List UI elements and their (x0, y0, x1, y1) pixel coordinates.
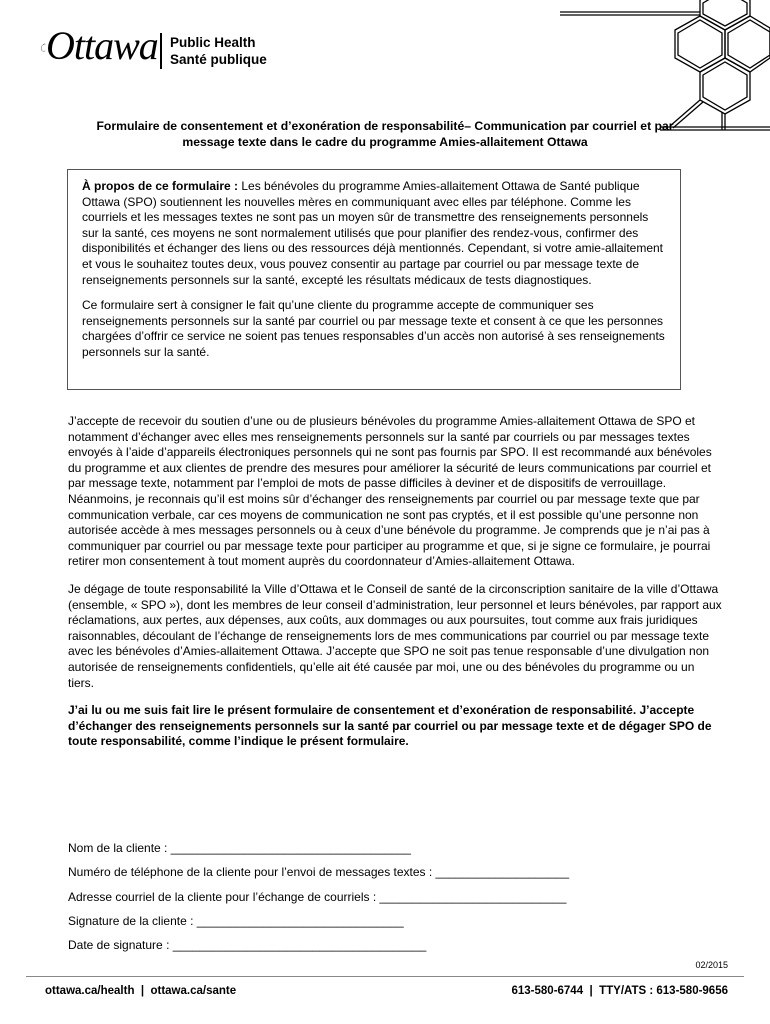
department-name-en: Public Health (170, 35, 256, 50)
ottawa-logo-wordmark: Ottawa (46, 23, 158, 68)
revision-date: 02/2015 (695, 960, 728, 970)
consent-body (68, 414, 722, 762)
client-phone-field[interactable]: Numéro de téléphone de la cliente pour l’envoi de messages textes : ____________________ (68, 865, 570, 880)
footer-phone: 613-580-6744 | TTY/ATS : 613-580-9656 (511, 985, 728, 997)
consent-paragraph: J’accepte de recevoir du soutien d’une ou de plusieurs bénévoles du programme Amies-allaitement Ottawa de SPO et notamment d’échanger avec elles mes renseignements personnels sur la santé par courriels ou par messages textes envoyés à l’aide d’appareils électroniques personnels qui ne sont pas fournis par SPO. Il est recommandé aux bénévoles du programme et aux clientes de prendre des mesures pour améliorer la sécurité de leurs communications par courriel et par message texte, notamment par l’emploi de mots de passe difficiles à deviner et de dispositifs de verrouillage. Néanmoins, je reconnais qu’il est moins sûr d’échanger des renseignements par courriel ou par message texte que par communication verbale, car ces moyens de communication ne sont pas cryptés, et il est possible qu’une personne non autorisée accède à mes messages personnels ou à ceux d’une bénévole du programme. Je comprends que je n’ai pas à communiquer par courriel ou par message texte pour participer au programme et que, si je signe ce formulaire, je pourrai retirer mon consentement à tout moment auprès du coordonnateur d’Amies-allaitement Ottawa. (68, 414, 712, 569)
form-title-line1: Formulaire de consentement et d’exonération de responsabilité– Communication par courriel et par (96, 119, 674, 133)
footer-websites: ottawa.ca/health | ottawa.ca/sante (45, 985, 237, 997)
department-name-fr: Santé publique (170, 52, 267, 67)
about-paragraph-1 (82, 179, 666, 288)
about-form-box (67, 169, 681, 390)
form-title-line2: message texte dans le cadre du programme Amies-allaitement Ottawa (182, 135, 588, 149)
form-title (40, 118, 730, 150)
client-name-field[interactable]: Nom de la cliente : ____________________________________ (68, 841, 411, 855)
client-fields (68, 840, 722, 961)
about-text-1: Les bénévoles du programme Amies-allaitement Ottawa de Santé publique Ottawa (SPO) soutiennent les nouvelles mères en communiquant avec elles par téléphone. Comme les courriels et les messages textes ne sont pas un moyen sûr de transmettre des renseignements personnels sur la santé, ces moyens ne sont normalement utilisés que pour planifier des rendez-vous, confirmer des disponibilités et échanger des liens ou des ressources déjà mentionnés. Cependant, si votre amie-allaitement et vous le souhaitez toutes deux, vous pouvez consentir au partage par courriel ou par message texte de renseignements personnels sur la santé, excepté les résultats médicaux de tests diagnostiques. (82, 179, 663, 287)
about-paragraph-2: Ce formulaire sert à consigner le fait qu’une cliente du programme accepte de communiquer ses renseignements personnels sur la santé par courriel ou par message texte et consent à ce que les personnes chargées d’offrir ce service ne soient pas tenues responsables d’un accès non autorisé à ses renseignements personnels sur la santé. (82, 298, 665, 359)
client-email-field[interactable]: Adresse courriel de la cliente pour l’échange de courriels : ____________________________ (68, 889, 567, 904)
footer-divider (26, 976, 744, 977)
logo-divider (160, 33, 162, 69)
about-heading: À propos de ce formulaire : (82, 179, 239, 193)
client-signature-field[interactable]: Signature de la cliente : _______________________________ (68, 913, 404, 928)
signature-date-field[interactable]: Date de signature : ______________________________________ (68, 938, 427, 953)
page-header (0, 0, 770, 115)
release-paragraph: Je dégage de toute responsabilité la Ville d’Ottawa et le Conseil de santé de la circonscription sanitaire de la ville d’Ottawa (ensemble, « SPO »), dont les membres de leur conseil d’administration, leur personnel et leurs bénévoles, par rapport aux réclamations, aux pertes, aux dépenses, aux coûts, aux dommages ou aux poursuites, tout comme aux frais juridiques raisonnables, découlant de l’échange de renseignements lors de mes communications par courriel ou par message texte avec les bénévoles d’Amies-allaitement Ottawa. J’accepte que SPO ne soit pas tenue responsable d’une divulgation non autorisée de renseignements confidentiels, qu’elle ait été causée par moi, une ou des bénévoles du programme ou un tiers. (68, 581, 722, 690)
acknowledgement-paragraph: J’ai lu ou me suis fait lire le présent formulaire de consentement et d’exonération de responsabilité. J’accepte d’échanger des renseignements personnels sur la santé par courriel ou par message texte et de dégager SPO de toute responsabilité, comme l’indique le présent formulaire. (68, 703, 712, 749)
department-name (170, 34, 267, 68)
